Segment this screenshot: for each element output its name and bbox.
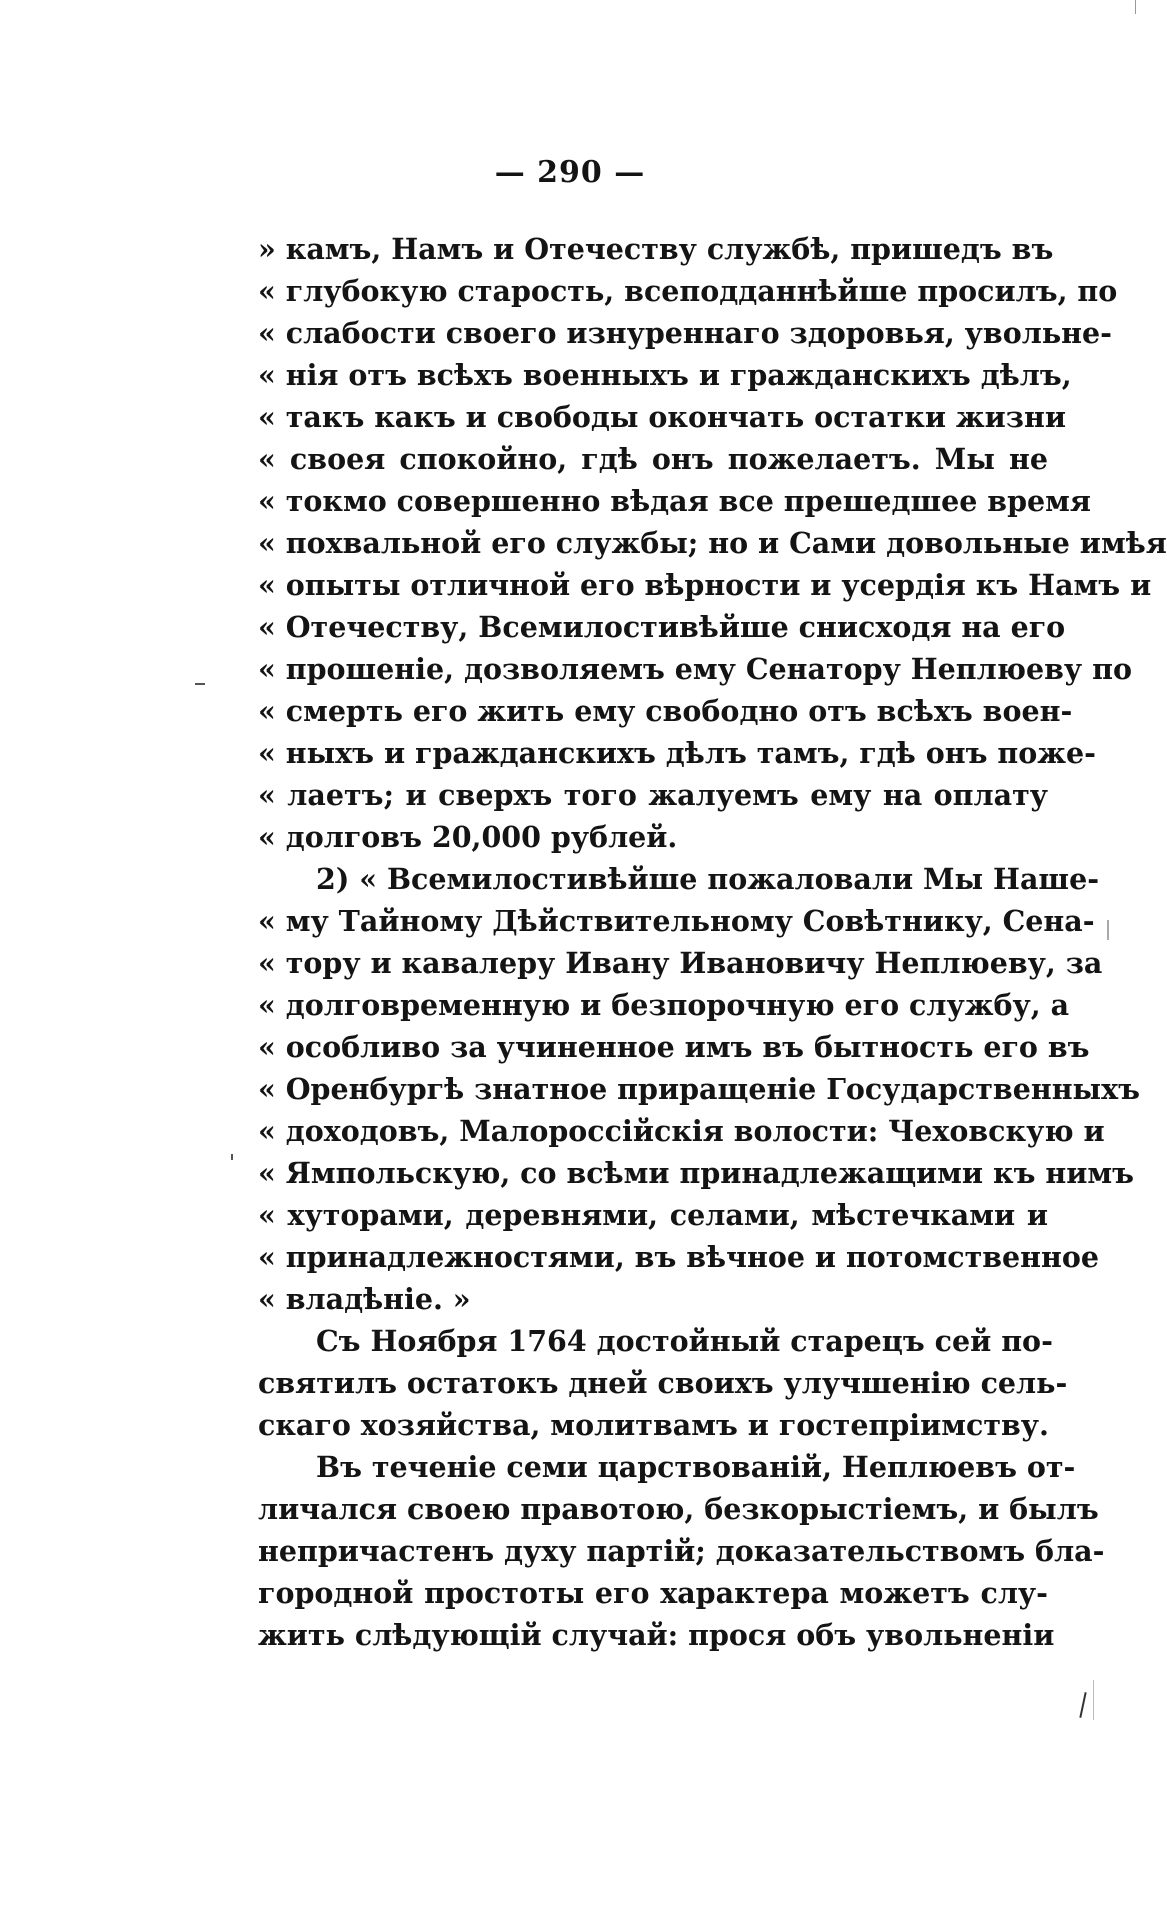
text-line: « долговременную и безпорочную его службу, а	[258, 988, 1070, 1022]
text-line: « глубокую старость, всеподданнѣйше просилъ, по	[258, 274, 1118, 308]
text-line: непричастенъ духу партій; доказательствомъ бла-	[258, 1534, 1105, 1568]
margin-mark	[231, 1154, 233, 1160]
text-line: « похвальной его службы; но и Сами довольные имѣя	[258, 526, 1167, 560]
text-line: « Ямпольскую, со всѣми принадлежащими къ нимъ	[258, 1156, 1134, 1190]
text-line: « особливо за учиненное имъ въ бытность его въ	[258, 1030, 1090, 1064]
text-line: « владѣніе. »	[258, 1282, 471, 1316]
text-line: « смерть его жить ему свободно отъ всѣхъ воен-	[258, 694, 1073, 728]
text-line: личался своею правотою, безкорыстіемъ, и былъ	[258, 1492, 1099, 1526]
page-edge-mark	[1093, 1680, 1094, 1720]
text-line: « Отечеству, Всемилостивѣйше снисходя на его	[258, 610, 1066, 644]
text-line: святилъ остатокъ дней своихъ улучшенію сель-	[258, 1366, 1068, 1400]
page-edge-mark	[1079, 1692, 1086, 1718]
page-edge-mark	[1135, 0, 1136, 14]
text-line: « токмо совершенно вѣдая все прешедшее время	[258, 484, 1091, 518]
text-line: « му Тайному Дѣйствительному Совѣтнику, Сена-	[258, 904, 1095, 938]
text-line: « слабости своего изнуреннаго здоровья, увольне-	[258, 316, 1112, 350]
margin-mark	[195, 683, 205, 685]
text-line: « Оренбургѣ знатное приращеніе Государственныхъ	[258, 1072, 1140, 1106]
page-number: — 290 —	[494, 155, 646, 190]
page-text	[258, 228, 1167, 1656]
text-line: 2) « Всемилостивѣйше пожаловали Мы Наше-	[316, 862, 1100, 896]
page-edge-mark	[1107, 920, 1109, 940]
text-line: Въ теченіе семи царствованій, Неплюевъ от-	[316, 1450, 1076, 1484]
text-line: « принадлежностями, въ вѣчное и потомственное	[258, 1240, 1100, 1274]
text-line: « нія отъ всѣхъ военныхъ и гражданскихъ дѣлъ,	[258, 358, 1072, 392]
text-line: « прошеніе, дозволяемъ ему Сенатору Неплюеву по	[258, 652, 1132, 686]
text-line: Съ Ноября 1764 достойный старецъ сей по-	[316, 1324, 1053, 1358]
text-line: « доходовъ, Малороссійскія волости: Чеховскую и	[258, 1114, 1105, 1148]
text-line: жить слѣдующій случай: прося объ увольненіи	[258, 1618, 1055, 1652]
text-line: « опыты отличной его вѣрности и усердія къ Намъ и	[258, 568, 1152, 602]
text-line: » камъ, Намъ и Отечеству службѣ, пришедъ въ	[258, 232, 1054, 266]
text-line: « такъ какъ и свободы окончать остатки жизни	[258, 400, 1066, 434]
text-line: « ныхъ и гражданскихъ дѣлъ тамъ, гдѣ онъ поже-	[258, 736, 1096, 770]
text-line: « лаетъ; и сверхъ того жалуемъ ему на оплату	[258, 778, 1048, 812]
text-line: скаго хозяйства, молитвамъ и гостепріимству.	[258, 1408, 1049, 1442]
text-line: « хуторами, деревнями, селами, мѣстечками и	[258, 1198, 1048, 1232]
text-line: « своея спокойно, гдѣ онъ пожелаетъ. Мы не	[258, 442, 1048, 476]
text-line: городной простоты его характера можетъ слу-	[258, 1576, 1048, 1610]
text-line: « тору и кавалеру Ивану Ивановичу Неплюеву, за	[258, 946, 1103, 980]
text-line: « долговъ 20,000 рублей.	[258, 820, 678, 854]
